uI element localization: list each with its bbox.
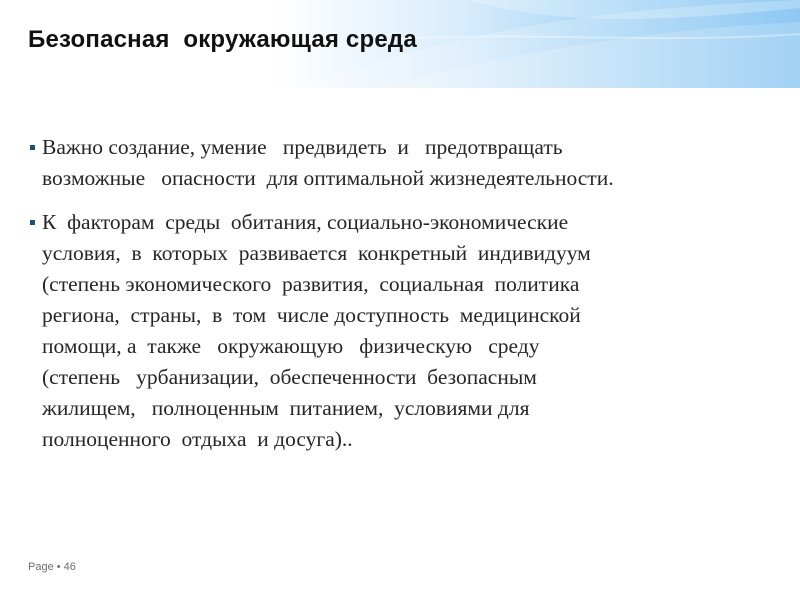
bullet-line: К факторам среды обитания, социально-экономические bbox=[42, 210, 569, 234]
bullet-line: помощи, а также окружающую физическую среду bbox=[42, 334, 540, 358]
square-bullet-icon bbox=[30, 145, 35, 150]
bullet-line: условия, в которых развивается конкретный индивидуум bbox=[42, 241, 591, 265]
square-bullet-icon bbox=[30, 220, 35, 225]
bullet-line: региона, страны, в том числе доступность медицинской bbox=[42, 303, 581, 327]
bullet-line: (степень урбанизации, обеспеченности безопасным bbox=[42, 365, 537, 389]
bullet-line: (степень экономического развития, социальная политика bbox=[42, 272, 580, 296]
slide-content bbox=[30, 132, 760, 468]
bullet-line: возможные опасности для оптимальной жизнедеятельности. bbox=[42, 166, 614, 190]
page-number-footer: Page • 46 bbox=[28, 561, 76, 573]
bullet-line: Важно создание, умение предвидеть и предотвращать bbox=[42, 135, 563, 159]
bullet-item bbox=[30, 207, 760, 455]
bullet-line: полноценного отдыха и досуга).. bbox=[42, 427, 353, 451]
slide-title: Безопасная окружающая среда bbox=[28, 26, 417, 53]
bullet-item bbox=[30, 132, 760, 194]
bullet-line: жилищем, полноценным питанием, условиями для bbox=[42, 396, 530, 420]
